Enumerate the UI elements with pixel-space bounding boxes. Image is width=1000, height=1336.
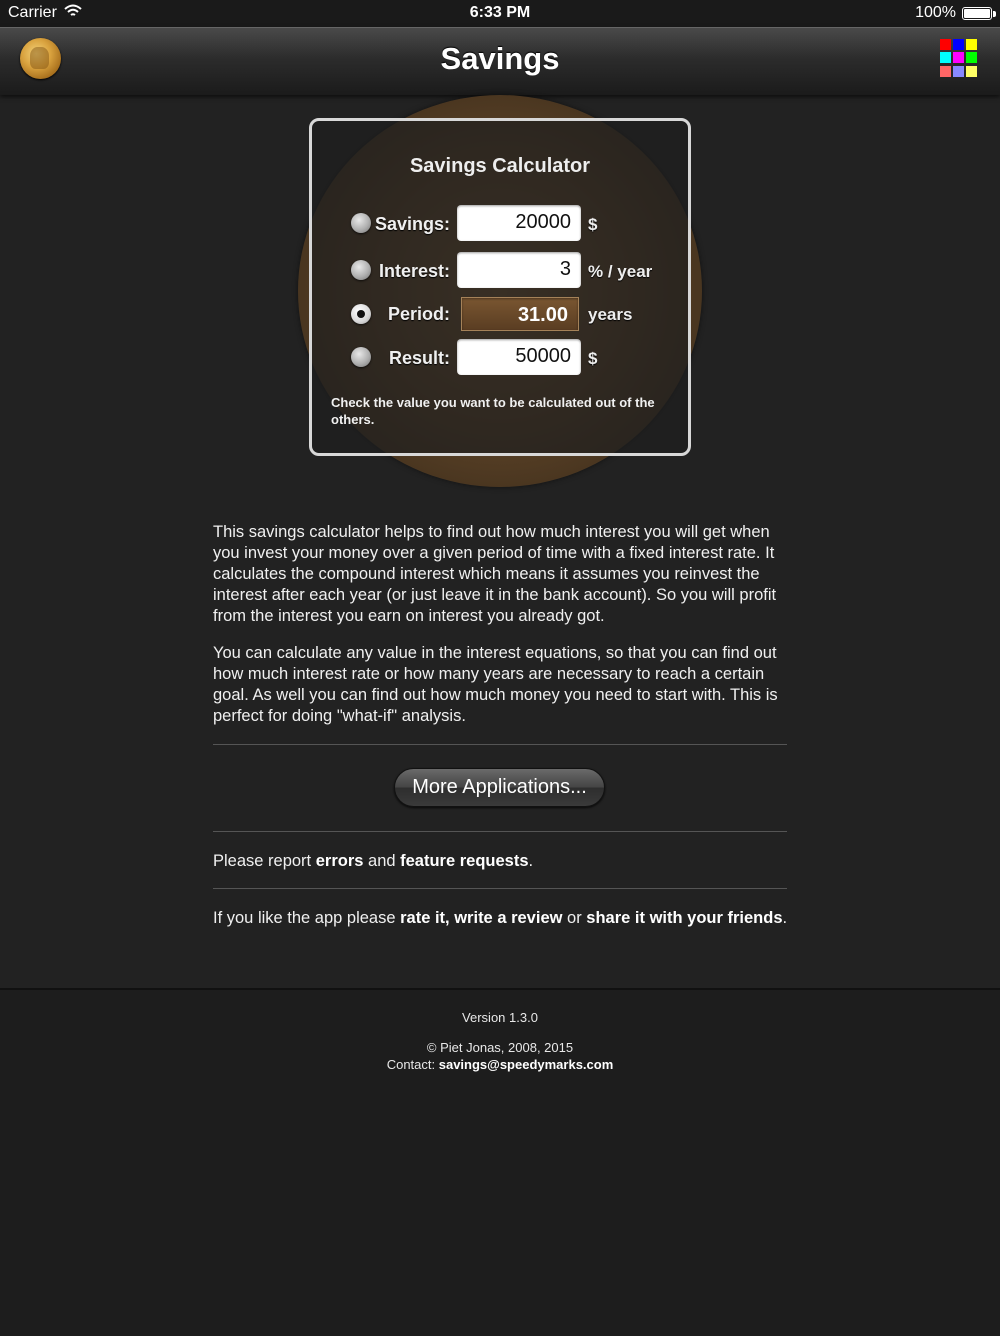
result-radio[interactable] <box>351 347 371 367</box>
rate-suffix: . <box>782 909 788 927</box>
savings-row <box>312 205 688 245</box>
grid-square <box>940 52 951 63</box>
description-paragraph: You can calculate any value in the interest equations, so that you can find out how much interest rate or how many years are necessary to reach a certain goal. As well you can find out how much money you need to start with. This is perfect for doing "what-if" analysis. <box>213 644 778 725</box>
result-unit: $ <box>588 349 598 368</box>
period-unit: years <box>588 305 633 324</box>
grid-square <box>953 39 964 50</box>
carrier-label: Carrier <box>8 4 57 21</box>
share-link[interactable]: share it with your friends <box>586 909 783 927</box>
divider <box>213 888 787 889</box>
rate-text <box>213 908 788 929</box>
contact-line <box>0 1057 1000 1072</box>
period-label: Period: <box>387 304 450 324</box>
more-applications-button[interactable]: More Applications... <box>394 768 605 807</box>
result-label: Result: <box>388 348 450 368</box>
grid-square <box>966 66 977 77</box>
savings-input[interactable]: 20000 <box>457 205 581 241</box>
page-title: Savings <box>440 41 560 76</box>
report-text <box>213 851 788 872</box>
rate-or: or <box>562 909 587 927</box>
report-prefix: Please report <box>213 852 316 870</box>
description <box>213 522 788 743</box>
description-paragraph: This savings calculator helps to find out how much interest you will get when you invest your money over a given period of time with a fixed interest rate. It calculates the compound interest which means it assumes you reinvest the interest after each year (or just leave it in the bank account). So you will profit from the interest you earn on interest you already got. <box>213 523 777 625</box>
navigation-bar <box>0 27 1000 95</box>
period-computed-field[interactable]: 31.00 <box>461 297 579 331</box>
battery-percentage: 100% <box>915 4 956 21</box>
copyright-label: © Piet Jonas, 2008, 2015 <box>426 1040 574 1055</box>
version-label: Version 1.3.0 <box>462 1010 538 1025</box>
app-grid-icon[interactable] <box>940 39 978 77</box>
battery-icon <box>962 7 992 20</box>
calculator-title: Savings Calculator <box>409 155 591 177</box>
footer <box>0 988 1000 1336</box>
interest-label: Interest: <box>378 261 450 281</box>
report-suffix: . <box>528 852 534 870</box>
report-and: and <box>363 852 401 870</box>
rate-review-link[interactable]: rate it, write a review <box>400 909 563 927</box>
savings-unit: $ <box>588 215 598 234</box>
period-row <box>312 296 688 336</box>
savings-label: Savings: <box>374 214 450 234</box>
savings-calculator-panel <box>309 118 691 456</box>
interest-input[interactable]: 3 <box>457 252 581 288</box>
savings-radio[interactable] <box>351 213 371 233</box>
grid-square <box>940 39 951 50</box>
grid-square <box>966 39 977 50</box>
result-input[interactable]: 50000 <box>457 339 581 375</box>
result-row <box>312 339 688 379</box>
battery-tip-icon <box>993 11 996 17</box>
grid-square <box>953 52 964 63</box>
contact-email-link[interactable]: savings@speedymarks.com <box>438 1057 614 1072</box>
divider <box>213 831 787 832</box>
interest-unit: % / year <box>588 262 653 281</box>
rate-prefix: If you like the app please <box>213 909 401 927</box>
interest-row <box>312 252 688 292</box>
period-radio[interactable] <box>351 304 371 324</box>
errors-link[interactable]: errors <box>315 852 364 870</box>
calculator-hint: Check the value you want to be calculated out of the others. <box>331 395 655 427</box>
contact-label: Contact: <box>386 1057 439 1072</box>
grid-square <box>966 52 977 63</box>
clock: 6:33 PM <box>469 4 531 21</box>
grid-square <box>953 66 964 77</box>
interest-radio[interactable] <box>351 260 371 280</box>
feature-requests-link[interactable]: feature requests <box>400 852 529 870</box>
status-bar <box>0 0 1000 27</box>
grid-square <box>940 66 951 77</box>
divider <box>213 744 787 745</box>
